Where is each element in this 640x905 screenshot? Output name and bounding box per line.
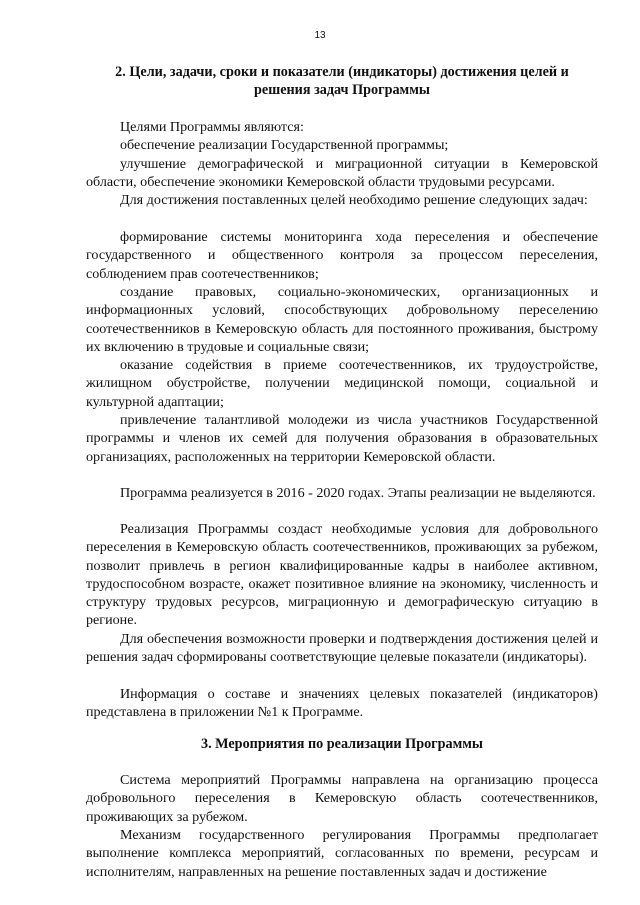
section-2-paragraph: оказание содействия в приеме соотечественников, их трудоустройстве, жилищном обустройстве, получении медицинской помощи, социальной и культурной адаптации; [86, 357, 598, 410]
section-2-paragraph: формирование системы мониторинга хода переселения и обеспечение государственного и общественного контроля за процессом переселения, соблюдением прав соотечественников; [86, 229, 598, 282]
section-2-paragraph: Целями Программы являются: [120, 119, 304, 135]
section-2-paragraph: Для обеспечения возможности проверки и подтверждения достижения целей и решения задач сформированы соответствующие целевые показатели (индикаторы). [86, 631, 598, 666]
section-2-paragraph: Реализация Программы создаст необходимые условия для добровольного переселения в Кемеровскую область соотечественников, проживающих за рубежом, позволит привлечь в регион квалифицированные кадры в наиболее активном, трудоспособном возрасте, окажет позитивное влияние на экономику, численность и структуру трудовых ресурсов, миграционную и демографическую ситуацию в регионе. [86, 521, 598, 629]
section-2-paragraph: Информация о составе и значениях целевых показателей (индикаторов) представлена в приложении №1 к Программе. [86, 686, 598, 721]
section-3-heading: 3. Мероприятия по реализации Программы [200, 736, 484, 752]
section-2-paragraph: Для достижения поставленных целей необходимо решение следующих задач: [120, 192, 588, 208]
section-2-paragraph: привлечение талантливой молодежи из числа участников Государственной программы и членов их семей для получения образования в образовательных организациях, расположенных на территории Кемеровской области. [86, 412, 598, 465]
section-2-paragraph: создание правовых, социально-экономических, организационных и информационных условий, способствующих добровольному переселению соотечественников в Кемеровскую область для постоянного проживания, быстрому их включению в трудовые и социальные связи; [86, 284, 598, 355]
section-2-paragraph: обеспечение реализации Государственной программы; [120, 137, 449, 153]
section-2-heading: 2. Цели, задачи, сроки и показатели (индикаторы) достижения целей и решения задач Программы [115, 64, 569, 98]
section-2-paragraph: улучшение демографической и миграционной ситуации в Кемеровской области, обеспечение экономики Кемеровской области трудовыми ресурсами. [86, 156, 598, 191]
page-number: 13 [314, 30, 326, 41]
section-3-paragraph: Механизм государственного регулирования Программы предполагает выполнение комплекса мероприятий, согласованных по времени, ресурсам и исполнителям, направленных на решение поставленных задач и достижение [86, 827, 598, 880]
section-2-paragraph: Программа реализуется в 2016 - 2020 годах. Этапы реализации не выделяются. [120, 485, 596, 501]
section-3-paragraph: Система мероприятий Программы направлена на организацию процесса добровольного переселения в Кемеровскую область соотечественников, проживающих за рубежом. [86, 772, 598, 825]
